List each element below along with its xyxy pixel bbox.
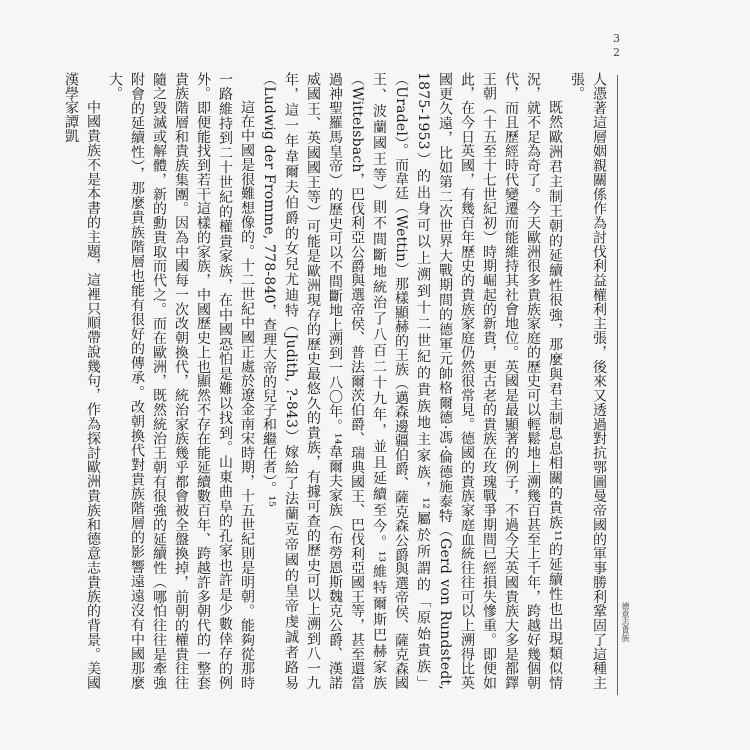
paragraph-3: 這在中國是很難想像的。十二世紀中國正處於遼金南宋時期，十五世紀則是明朝。能夠從那時一路維持到二十世紀的權貴家族，在中國恐怕是難以找到。山東曲阜的孔家也許是少數倖存的例外。即便能找到若干這樣的家族，中國歷史上也顯然不存在能延續數百年、跨越許多朝代的一整套貴族階層和貴族集團。因為中國每一次改朝換代，統治家族幾乎都會被全盤換掉，前朝的權貴往往隨之毀滅或解體，新的勳貴取而代之。而在歐洲，既然統治王朝有很強的延續性（哪怕往往是牽強附會的延續性），那麼貴族階層也能有很好的傳承。改朝換代對貴族階層的影響遠遠沒有中國那麼大。 <box>107 72 255 690</box>
header-rule <box>617 75 618 695</box>
running-head: 德意志貴族 <box>621 602 630 642</box>
page-number: 32 <box>610 32 623 60</box>
paragraph-2: 既然歐洲君主制王朝的延續性很強，那麼與君主制息息相關的貴族¹¹的延續性也出現類似情況，就不足為奇了。今天歐洲很多貴族家庭的歷史可以輕鬆地上溯幾百甚至上千年，跨越好幾個朝代，而且歷經時代變遷而能維持其社會地位。英國是最顯著的例子，不過今天英國貴族大多是都鐸王朝（十五至十七世紀初）時期崛起的新貴，更古老的貴族在玫瑰戰爭期間已經損失慘重。即便如此，在今日英國，有幾百年歷史的貴族家庭仍然很常見。德國的貴族家庭血統往往可以上溯得比英國更久遠，比如第二次世界大戰期間的德軍元帥格爾德·馮·倫德施泰特（Gerd von Rundstedt, 1875-1953）的出身可以上溯到十二世紀的貴族地主家族，¹²屬於所謂的「原始貴族」（Uradel）。而韋廷（Wettin）那樣顯赫的王族（邁森邊疆伯爵、薩克森公爵與選帝侯、薩克森國王、波蘭國王等）則不間斷地統治了八百二十九年，並且延續至今。¹³維特爾斯巴赫家族（Wittelsbach，巴伐利亞公爵與選帝侯、普法爾茨伯爵、瑞典國王、巴伐利亞國王等，甚至還當過神聖羅馬皇帝）的歷史可以不間斷地上溯到一八〇年。¹⁴韋爾夫家族（布勞恩斯魏克公爵、漢諾威國王、英國國王等）可能是歐洲現存的歷史最悠久的貴族，有據可查的歷史可以上溯到八一九年，這一年韋爾夫伯爵的女兒尤迪特（Judith, ?-843）嫁給了法蘭克帝國的皇帝虔誠者路易（Ludwig der Fromme, 778-840，查理大帝的兒子和繼任者）。¹⁵ <box>261 72 563 690</box>
paragraph-4: 中國貴族不是本書的主題，這裡只順帶說幾句，作為探討歐洲貴族和德意志貴族的背景。美國漢學家譚凱 <box>63 72 101 690</box>
body-text <box>63 72 610 690</box>
paragraph-1: 人憑著這層姻親關係作為討伐利益權利主張，後來又透過對抗鄂圖曼帝國的軍事勝利鞏固了這種主張。 <box>569 72 607 690</box>
